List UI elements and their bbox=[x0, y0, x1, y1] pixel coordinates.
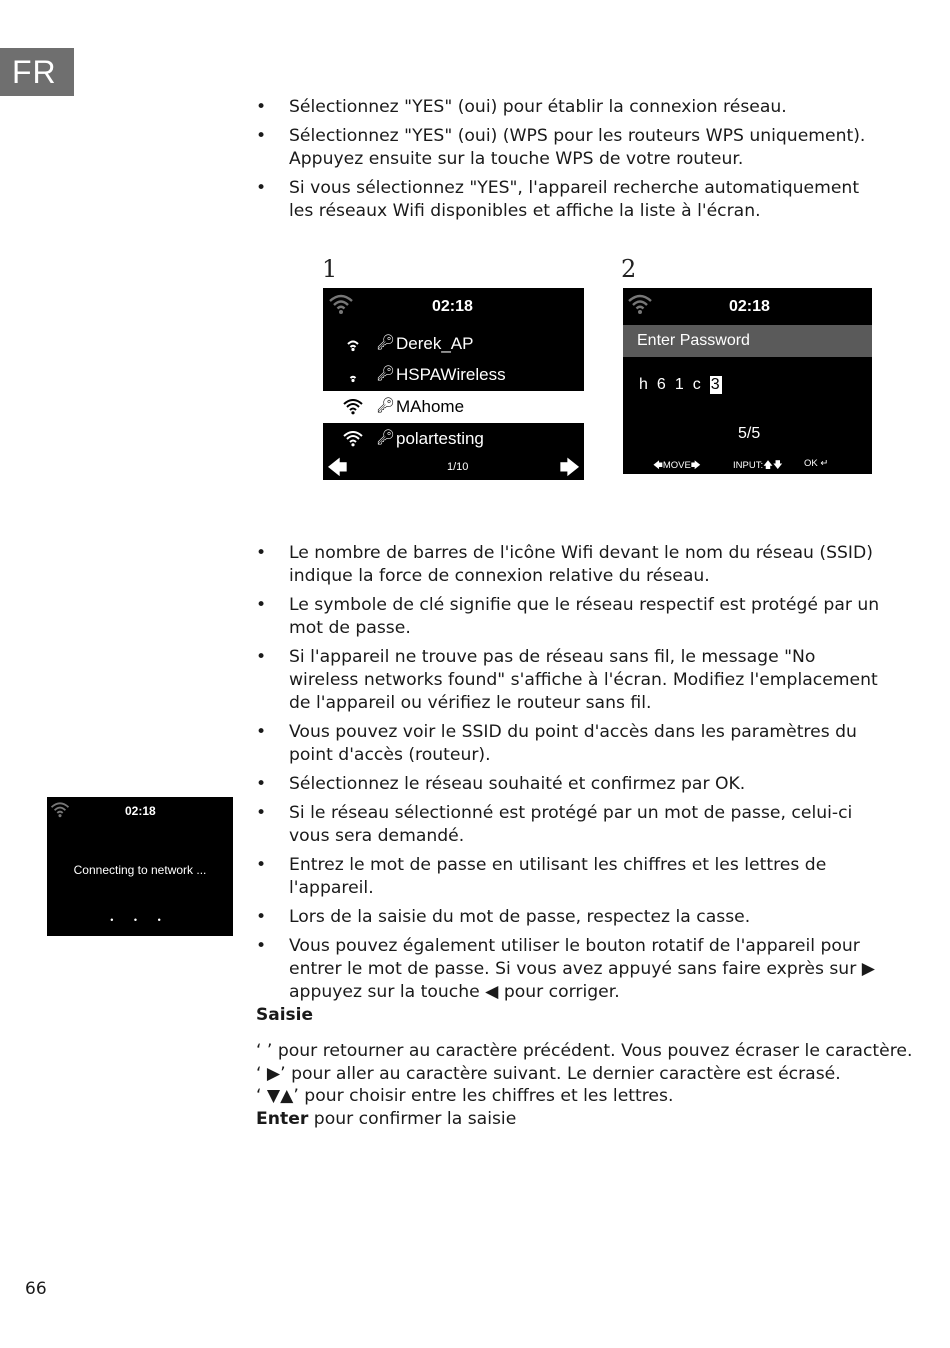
list-item: • Sélectionnez le réseau souhaité et confirmez par OK. bbox=[256, 773, 881, 796]
list-item: • Sélectionnez "YES" (oui) pour établir la connexion réseau. bbox=[256, 96, 881, 119]
password-char: c bbox=[692, 376, 702, 393]
saisie-line: ‘ ▶’ pour aller au caractère suivant. Le dernier caractère est écrasé. bbox=[256, 1063, 841, 1084]
list-item: • Vous pouvez voir le SSID du point d'accès dans les paramètres du point d'accès (routeur). bbox=[256, 721, 881, 767]
wifi-signal-icon bbox=[343, 431, 363, 447]
figure-number-1: 1 bbox=[322, 255, 338, 283]
list-item: • Si vous sélectionnez "YES", l'appareil recherche automatiquement les réseaux Wifi disponibles et affiche la liste à l'écran. bbox=[256, 177, 881, 223]
saisie-line: ‘ ▼▲’ pour choisir entre les chiffres et les lettres. bbox=[256, 1086, 674, 1107]
enter-label: Enter bbox=[256, 1108, 309, 1129]
saisie-line: ‘ ’ pour retourner au caractère précédent. Vous pouvez écraser le caractère. bbox=[256, 1041, 913, 1061]
key-icon: 🔑︎ bbox=[376, 397, 396, 414]
move-label: MOVE bbox=[662, 460, 691, 471]
wifi-signal-icon bbox=[343, 367, 363, 383]
network-name: polartesting bbox=[396, 429, 484, 448]
instructions-list-top bbox=[256, 96, 881, 229]
network-name: MAhome bbox=[396, 397, 465, 416]
network-row-hspawireless[interactable] bbox=[323, 359, 584, 391]
input-hint: INPUT:🡅🡇 bbox=[733, 460, 783, 471]
wifi-status-icon bbox=[50, 801, 70, 818]
network-row-derek-ap[interactable] bbox=[323, 328, 584, 360]
password-input[interactable] bbox=[639, 376, 722, 394]
saisie-line bbox=[256, 1108, 896, 1131]
clock: 02:18 bbox=[125, 804, 156, 818]
password-char: 6 bbox=[656, 376, 667, 393]
password-cursor: 3 bbox=[710, 376, 721, 393]
language-tab: FR bbox=[0, 48, 74, 96]
password-label: Enter Password bbox=[637, 332, 750, 349]
network-row-mahome-selected[interactable] bbox=[323, 391, 584, 423]
network-name: Derek_AP bbox=[396, 334, 474, 353]
password-char: 1 bbox=[674, 376, 685, 393]
arrow-right-icon[interactable]: 🡆 bbox=[559, 457, 580, 479]
character-count: 5/5 bbox=[738, 425, 761, 442]
list-item: • Vous pouvez également utiliser le bouton rotatif de l'appareil pour entrer le mot de passe. Si vous avez appuyé sans faire exprès sur ▶ appuyez sur la touche ◀ pour corriger. bbox=[256, 935, 881, 1004]
arrow-left-icon[interactable]: 🡄 bbox=[327, 457, 348, 479]
list-item: • Entrez le mot de passe en utilisant les chiffres et les lettres de l'appareil. bbox=[256, 854, 881, 900]
progress-dots: • • • bbox=[110, 915, 170, 925]
figure-number-2: 2 bbox=[621, 255, 637, 283]
saisie-instructions bbox=[256, 1040, 913, 1130]
wifi-signal-icon bbox=[343, 399, 363, 415]
network-row-polartesting[interactable] bbox=[323, 423, 584, 455]
page-indicator: 1/10 bbox=[447, 461, 469, 473]
key-icon: 🔑︎ bbox=[376, 365, 396, 382]
list-item: • Sélectionnez "YES" (oui) (WPS pour les routeurs WPS uniquement). Appuyez ensuite sur la touche WPS de votre routeur. bbox=[256, 125, 881, 171]
enter-description: pour confirmer la saisie bbox=[308, 1108, 517, 1129]
network-name: HSPAWireless bbox=[396, 365, 506, 384]
page-number: 66 bbox=[25, 1279, 47, 1299]
key-icon: 🔑︎ bbox=[376, 334, 396, 351]
list-item: • Lors de la saisie du mot de passe, respectez la casse. bbox=[256, 906, 881, 929]
connecting-screen bbox=[47, 797, 233, 936]
password-header bbox=[623, 325, 872, 357]
move-hint: 🡄MOVE🡆 bbox=[653, 460, 701, 471]
input-label: INPUT: bbox=[733, 460, 764, 471]
password-screen bbox=[623, 288, 872, 474]
wifi-status-icon bbox=[627, 293, 653, 315]
section-title-saisie: Saisie bbox=[256, 1005, 314, 1025]
connecting-message: Connecting to network ... bbox=[73, 863, 207, 877]
password-char: h bbox=[639, 376, 649, 393]
wifi-status-icon bbox=[328, 293, 354, 315]
list-item: • Le symbole de clé signifie que le réseau respectif est protégé par un mot de passe. bbox=[256, 594, 881, 640]
clock: 02:18 bbox=[432, 298, 473, 315]
ok-label: OK bbox=[804, 458, 818, 469]
list-item: • Si l'appareil ne trouve pas de réseau sans fil, le message "No wireless networks found" s'affiche à l'écran. Modifiez l'emplacement de l'appareil ou vérifiez le routeur sans fil. bbox=[256, 646, 881, 715]
ok-hint: OK ↵ bbox=[804, 458, 829, 469]
network-list-screen bbox=[323, 288, 584, 480]
instructions-list-bottom bbox=[256, 542, 881, 1010]
key-icon: 🔑︎ bbox=[376, 429, 396, 446]
wifi-signal-icon bbox=[343, 336, 363, 352]
list-item: • Si le réseau sélectionné est protégé par un mot de passe, celui-ci vous sera demandé. bbox=[256, 802, 881, 848]
list-item: • Le nombre de barres de l'icône Wifi devant le nom du réseau (SSID) indique la force de connexion relative du réseau. bbox=[256, 542, 881, 588]
clock: 02:18 bbox=[729, 298, 770, 315]
